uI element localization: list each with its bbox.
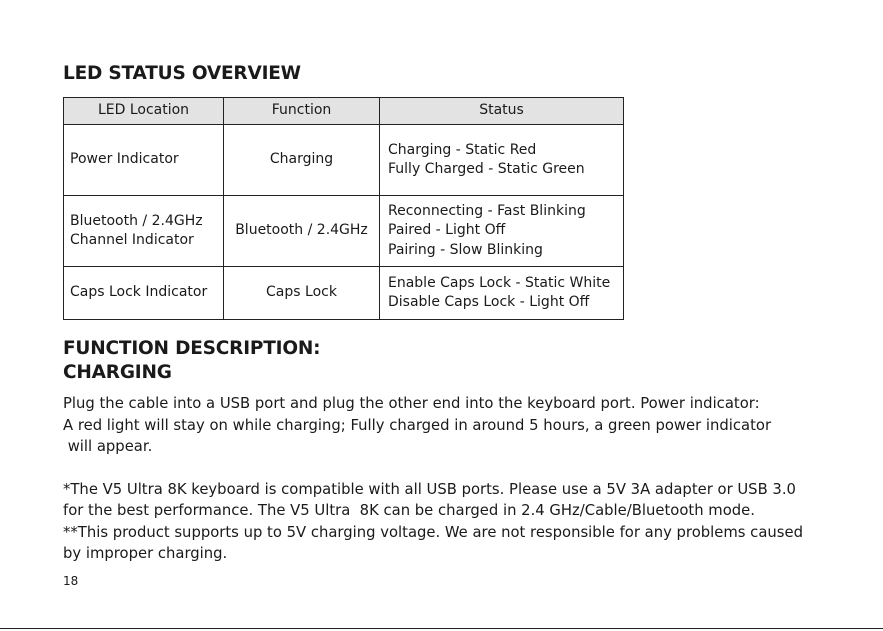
- function-description-title: FUNCTION DESCRIPTION:: [63, 338, 321, 359]
- header-function: Function: [224, 98, 380, 125]
- status-text: Enable Caps Lock - Static White: [388, 274, 611, 291]
- status-text: Fully Charged - Static Green: [388, 161, 585, 177]
- note-line: by improper charging.: [63, 545, 228, 562]
- location-cell: [64, 125, 224, 196]
- manual-page: [63, 62, 843, 565]
- status-text: Paired - Light Off: [388, 222, 506, 239]
- charging-notes: [63, 479, 843, 565]
- status-cell: [380, 125, 624, 196]
- note-line: for the best performance. The V5 Ultra 8K can be charged in 2.4 GHz/Cable/Bluetooth mode.: [63, 502, 755, 519]
- note-line: **This product supports up to 5V charging voltage. We are not responsible for any problems caused: [63, 523, 803, 541]
- table-row: [64, 267, 624, 320]
- status-text: Reconnecting - Fast Blinking: [388, 202, 586, 219]
- table-row: [64, 125, 624, 196]
- location-text: Bluetooth / 2.4GHz: [70, 212, 203, 229]
- paragraph-line: A red light will stay on while charging; Fully charged in around 5 hours, a green power indicator: [63, 416, 772, 434]
- table-row: [64, 196, 624, 267]
- location-text: Channel Indicator: [70, 232, 194, 248]
- led-status-table: [63, 97, 624, 320]
- paragraph-line: Plug the cable into a USB port and plug the other end into the keyboard port. Power indicator:: [63, 395, 760, 412]
- status-cell: [380, 267, 624, 320]
- status-text: Charging - Static Red: [388, 141, 537, 158]
- function-cell: Caps Lock: [224, 267, 380, 320]
- paragraph-line: will appear.: [63, 438, 153, 455]
- table-header-row: [64, 98, 624, 125]
- status-cell: [380, 196, 624, 267]
- page-number: 18: [63, 574, 79, 588]
- location-cell: [64, 196, 224, 267]
- charging-paragraph: [63, 393, 843, 458]
- note-line: *The V5 Ultra 8K keyboard is compatible with all USB ports. Please use a 5V 3A adapter or USB 3.0: [63, 480, 796, 498]
- header-status: Status: [380, 98, 624, 125]
- status-text: Disable Caps Lock - Light Off: [388, 294, 590, 310]
- status-text: Pairing - Slow Blinking: [388, 241, 543, 258]
- led-status-title: LED STATUS OVERVIEW: [63, 63, 301, 84]
- function-cell: Bluetooth / 2.4GHz: [224, 196, 380, 267]
- bottom-divider: [0, 628, 883, 629]
- function-description-heading: [63, 337, 843, 385]
- charging-subtitle: CHARGING: [63, 362, 172, 383]
- header-led-location: LED Location: [64, 98, 224, 125]
- function-cell: Charging: [224, 125, 380, 196]
- location-text: Power Indicator: [70, 151, 179, 168]
- location-text: Caps Lock Indicator: [70, 284, 208, 301]
- location-cell: [64, 267, 224, 320]
